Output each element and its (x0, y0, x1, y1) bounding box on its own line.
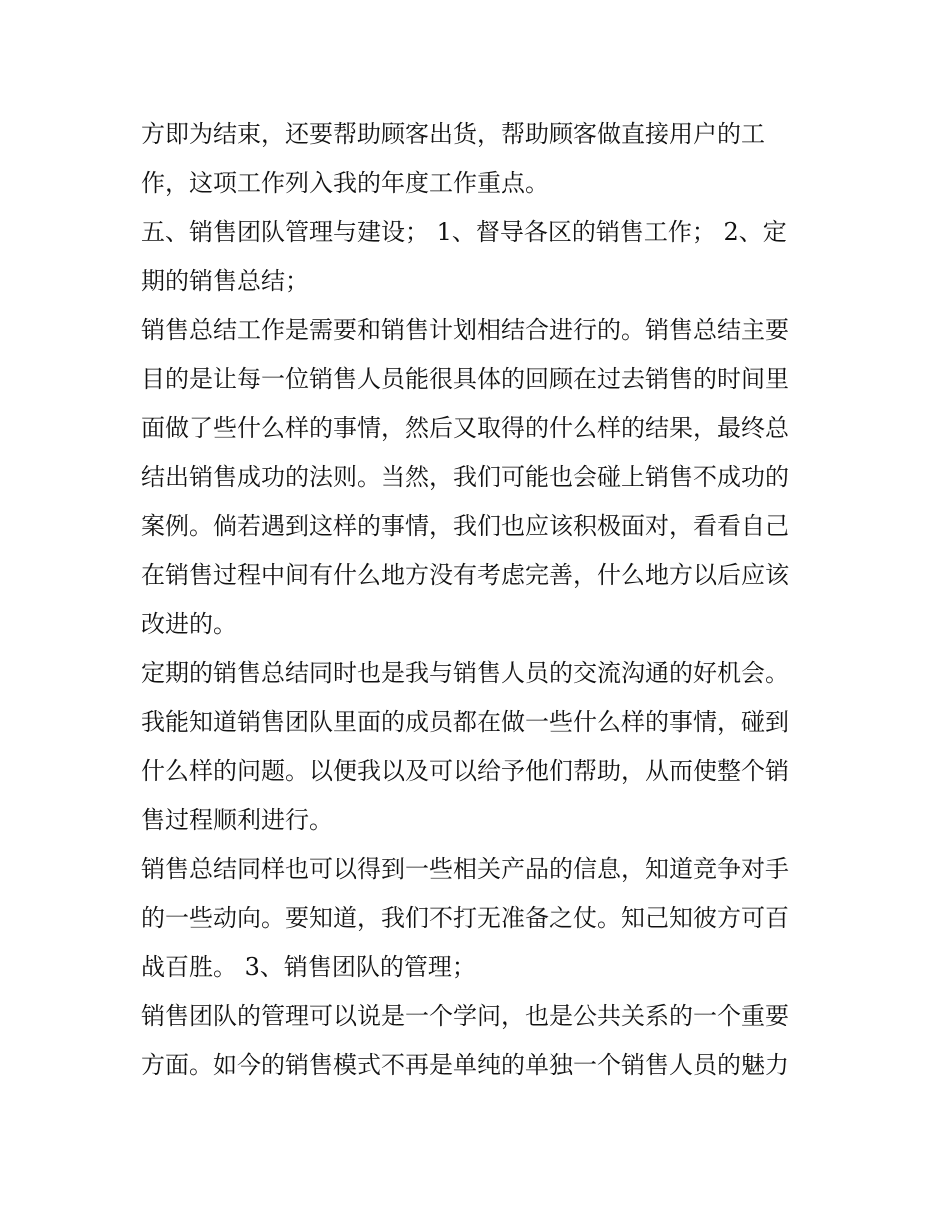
text-line: 方面。如今的销售模式不再是单纯的单独一个销售人员的魅力 (141, 1051, 789, 1079)
text-line: 方即为结束，还要帮助顾客出货，帮助顾客做直接用户的工 (141, 120, 765, 148)
text-line: 目的是让每一位销售人员能很具体的回顾在过去销售的时间里 (141, 365, 789, 393)
text-line: 销售团队的管理可以说是一个学问，也是公共关系的一个重要 (141, 1002, 789, 1030)
text-line: 五、销售团队管理与建设； 1、督导各区的销售工作； 2、定 (141, 218, 787, 246)
text-line: 定期的销售总结同时也是我与销售人员的交流沟通的好机会。 (141, 659, 789, 687)
text-line: 结出销售成功的法则。当然，我们可能也会碰上销售不成功的 (141, 463, 789, 491)
text-line: 销售总结同样也可以得到一些相关产品的信息，知道竞争对手 (141, 855, 789, 883)
text-line: 什么样的问题。以便我以及可以给予他们帮助，从而使整个销 (141, 757, 789, 785)
text-line: 战百胜。 3、销售团队的管理； (141, 953, 476, 981)
text-line: 改进的。 (141, 610, 237, 638)
text-line: 售过程顺利进行。 (141, 806, 333, 834)
text-line: 销售总结工作是需要和销售计划相结合进行的。销售总结主要 (141, 316, 789, 344)
text-line: 期的销售总结； (141, 267, 309, 295)
text-line: 作，这项工作列入我的年度工作重点。 (141, 169, 549, 197)
text-line: 我能知道销售团队里面的成员都在做一些什么样的事情，碰到 (141, 708, 789, 736)
text-line: 的一些动向。要知道，我们不打无准备之仗。知己知彼方可百 (141, 904, 789, 932)
body-text (141, 110, 821, 1090)
text-line: 面做了些什么样的事情，然后又取得的什么样的结果，最终总 (141, 414, 789, 442)
text-line: 案例。倘若遇到这样的事情，我们也应该积极面对，看看自己 (141, 512, 789, 540)
text-line: 在销售过程中间有什么地方没有考虑完善，什么地方以后应该 (141, 561, 789, 589)
